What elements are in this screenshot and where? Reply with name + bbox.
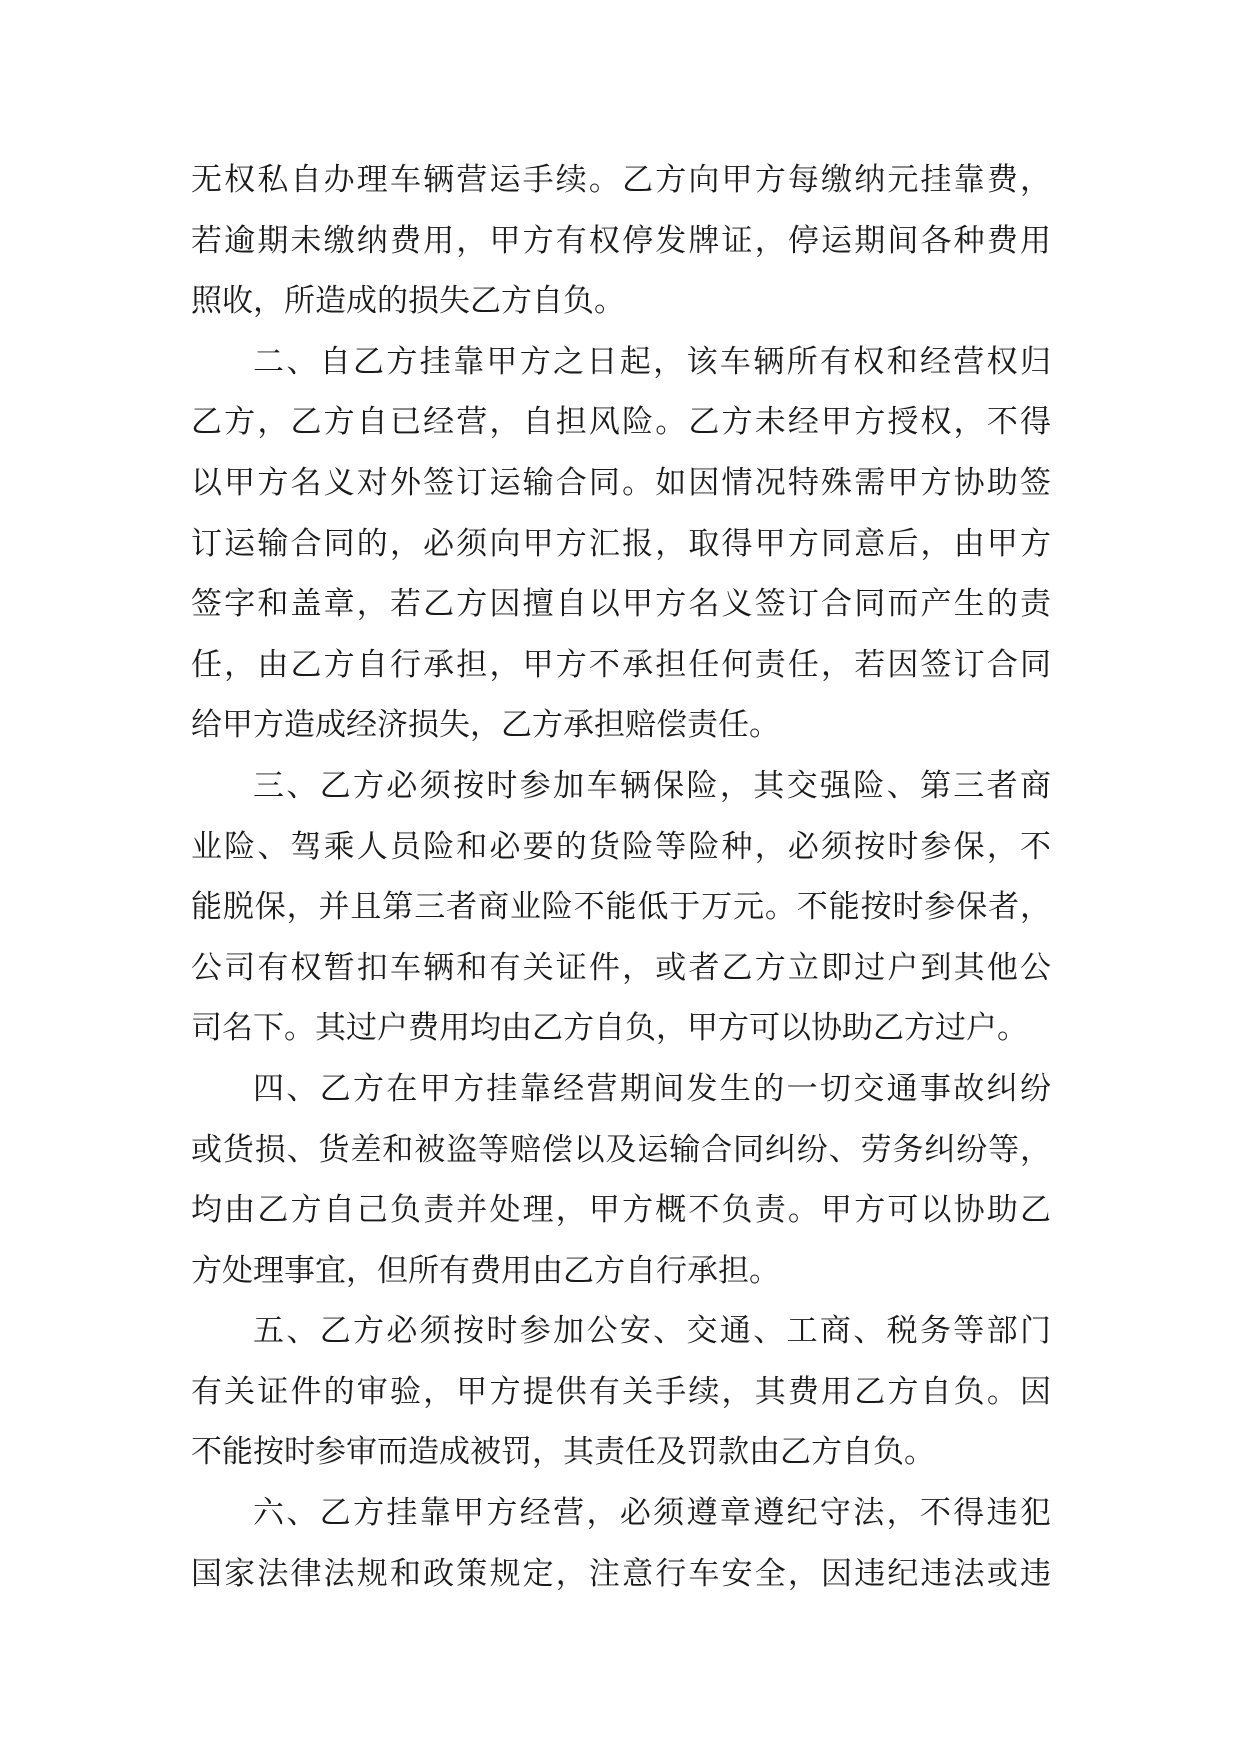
text-line: 公司有权暂扣车辆和有关证件，或者乙方立即过户到其他公: [191, 949, 1051, 986]
text-line: 签字和盖章，若乙方因擅自以甲方名义签订合同而产生的责: [191, 586, 1051, 623]
text-line: 照收，所造成的损失乙方自负。: [191, 283, 625, 320]
document-body: [191, 150, 1051, 1604]
paragraph-clause-4: [191, 1059, 1051, 1301]
text-line: 业险、驾乘人员险和必要的货险等险种，必须按时参保，不: [191, 828, 1051, 865]
text-line: 无权私自办理车辆营运手续。乙方向甲方每缴纳元挂靠费，: [191, 162, 1051, 198]
paragraph-continuation: [191, 150, 1051, 332]
text-line: 三、乙方必须按时参加车辆保险，其交强险、第三者商: [253, 767, 1051, 804]
text-line: 乙方，乙方自已经营，自担风险。乙方未经甲方授权，不得: [191, 404, 1051, 441]
text-line: 以甲方名义对外签订运输合同。如因情况特殊需甲方协助签: [191, 464, 1051, 501]
paragraph-clause-6: [191, 1483, 1051, 1604]
text-line: 有关证件的审验，甲方提供有关手续，其费用乙方自负。因: [191, 1373, 1051, 1410]
text-line: 能脱保，并且第三者商业险不能低于万元。不能按时参保者，: [191, 889, 1051, 926]
text-line: 四、乙方在甲方挂靠经营期间发生的一切交通事故纠纷: [253, 1070, 1051, 1107]
text-line: 二、自乙方挂靠甲方之日起，该车辆所有权和经营权归: [253, 343, 1051, 380]
text-line: 均由乙方自己负责并处理，甲方概不负责。甲方可以协助乙: [191, 1192, 1051, 1229]
text-line: 司名下。其过户费用均由乙方自负，甲方可以协助乙方过户。: [191, 1010, 1028, 1047]
text-line: 国家法律法规和政策规定，注意行车安全，因违纪违法或违: [191, 1555, 1051, 1592]
paragraph-clause-3: [191, 756, 1051, 1059]
text-line: 若逾期未缴纳费用，甲方有权停发牌证，停运期间各种费用: [191, 222, 1051, 259]
text-line: 订运输合同的，必须向甲方汇报，取得甲方同意后，由甲方: [191, 525, 1051, 562]
text-line: 五、乙方必须按时参加公安、交通、工商、税务等部门: [253, 1313, 1051, 1350]
text-line: 给甲方造成经济损失，乙方承担赔偿责任。: [191, 707, 780, 744]
text-line: 六、乙方挂靠甲方经营，必须遵章遵纪守法，不得违犯: [253, 1495, 1051, 1532]
text-line: 方处理事宜，但所有费用由乙方自行承担。: [191, 1252, 780, 1289]
text-line: 或货损、货差和被盗等赔偿以及运输合同纠纷、劳务纠纷等，: [191, 1131, 1051, 1168]
paragraph-clause-5: [191, 1301, 1051, 1483]
text-line: 不能按时参审而造成被罚，其责任及罚款由乙方自负。: [191, 1434, 935, 1471]
text-line: 任，由乙方自行承担，甲方不承担任何责任，若因签订合同: [191, 646, 1051, 683]
paragraph-clause-2: [191, 332, 1051, 756]
